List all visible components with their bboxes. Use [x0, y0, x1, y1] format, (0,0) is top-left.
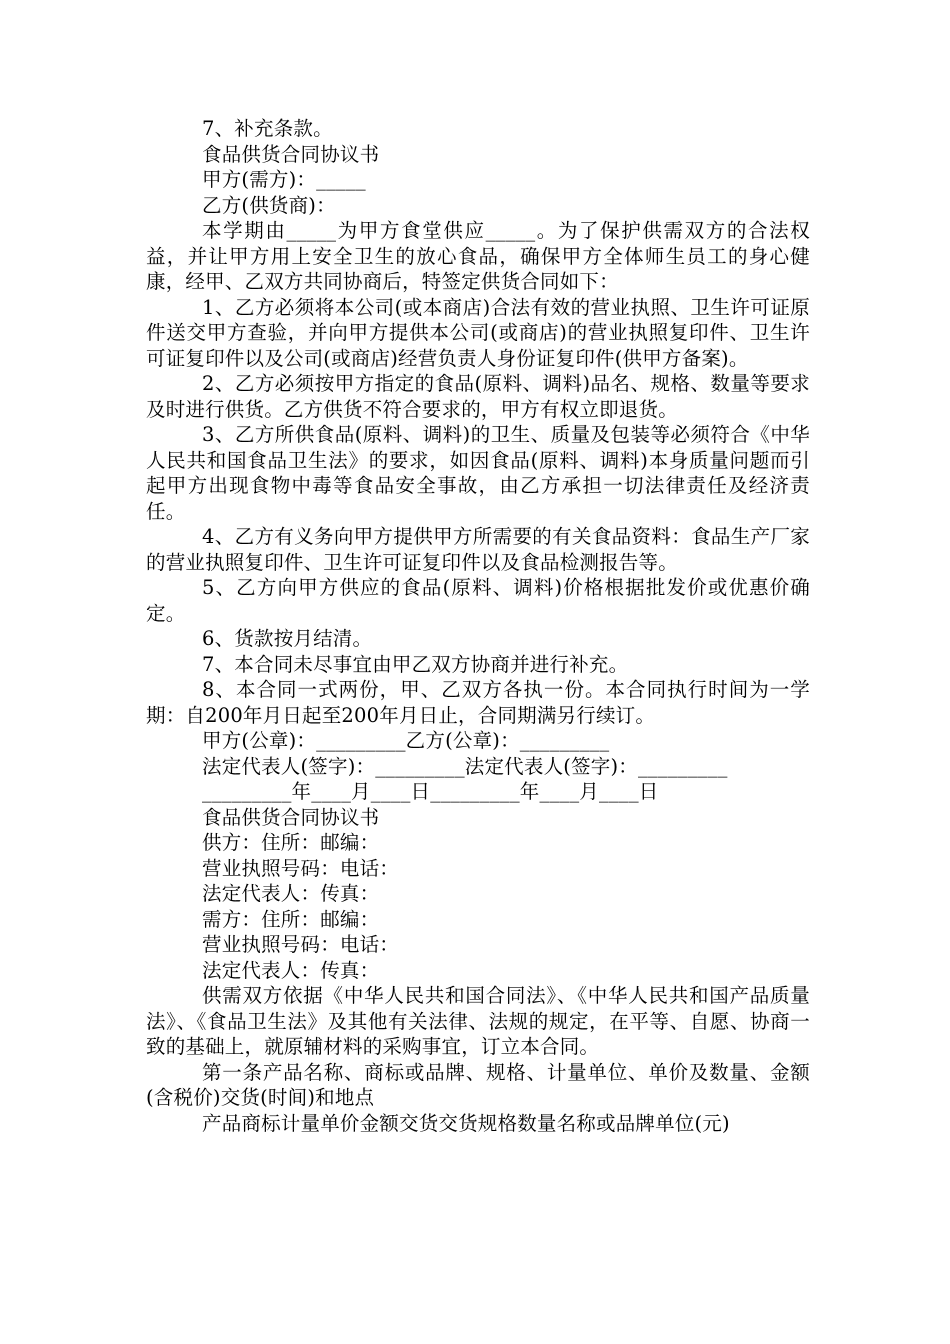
seal-line: 甲方(公章)：_________乙方(公章)：_________: [202, 729, 610, 752]
supplier-address-line: 供方：住所：邮编：: [202, 831, 380, 854]
clause-4: 4、乙方有义务向甲方提供甲方所需要的有关食品资料：食品生产厂家的营业执照复印件、卫生许可证复印件以及食品检测报告等。: [146, 525, 810, 574]
clause-3: 3、乙方所供食品(原料、调料)的卫生、质量及包装等必须符合《中华人民共和国食品卫生法》的要求，如因食品(原料、调料)本身质量问题而引起甲方出现食物中毒等食品安全事故，由乙方承担一切法律责任及经济责任。: [146, 423, 810, 523]
article-1: 第一条产品名称、商标或品牌、规格、计量单位、单价及数量、金额(含税价)交货(时间)和地点: [146, 1060, 810, 1109]
buyer-rep-line: 法定代表人：传真：: [202, 958, 380, 982]
party-b-line: 乙方(供货商)：: [202, 193, 336, 217]
clause-2: 2、乙方必须按甲方指定的食品(原料、调料)品名、规格、数量等要求及时进行供货。乙方供货不符合要求的，甲方有权立即退货。: [146, 372, 810, 421]
clause-8: 8、本合同一式两份，甲、乙双方各执一份。本合同执行时间为一学期：自200年月日起至200年月日止，合同期满另行续订。: [146, 678, 810, 727]
supplier-license-line: 营业执照号码：电话：: [202, 856, 400, 880]
signature-line: 法定代表人(签字)：_________法定代表人(签字)：_________: [202, 754, 728, 778]
intro-paragraph: 本学期由_____为甲方食堂供应_____。为了保护供需双方的合法权益，并让甲方用上安全卫生的放心食品，确保甲方全体师生员工的身心健康，经甲、乙双方共同协商后，特签定供货合同如下：: [146, 219, 810, 293]
clause-5: 5、乙方向甲方供应的食品(原料、调料)价格根据批发价或优惠价确定。: [146, 576, 810, 625]
clause-1: 1、乙方必须将本公司(或本商店)合法有效的营业执照、卫生许可证原件送交甲方查验，并向甲方提供本公司(或商店)的营业执照复印件、卫生许可证复印件以及公司(或商店)经营负责人身份证复印件(供甲方备案)。: [146, 295, 810, 370]
clause-6: 6、货款按月结清。: [202, 627, 373, 650]
legal-basis-paragraph: 供需双方依据《中华人民共和国合同法》、《中华人民共和国产品质量法》、《食品卫生法》及其他有关法律、法规的规定，在平等、自愿、协商一致的基础上，就原辅材料的采购事宜，订立本合同。: [146, 984, 810, 1058]
contract-title: 食品供货合同协议书: [202, 142, 380, 166]
supplier-rep-line: 法定代表人：传真：: [202, 882, 380, 905]
supplementary-clause-line: 7、补充条款。: [202, 117, 333, 140]
party-a-line: 甲方(需方)：_____: [202, 168, 366, 191]
second-contract-title: 食品供货合同协议书: [202, 805, 380, 829]
buyer-address-line: 需方：住所：邮编：: [202, 907, 380, 931]
date-line: _________年____月____日_________年____月____日: [202, 780, 659, 803]
contract-document: [146, 116, 810, 1136]
buyer-license-line: 营业执照号码：电话：: [202, 933, 400, 956]
table-header-line: 产品商标计量单价金额交货交货规格数量名称或品牌单位(元): [202, 1111, 730, 1135]
clause-7: 7、本合同未尽事宜由甲乙双方协商并进行补充。: [202, 652, 629, 676]
